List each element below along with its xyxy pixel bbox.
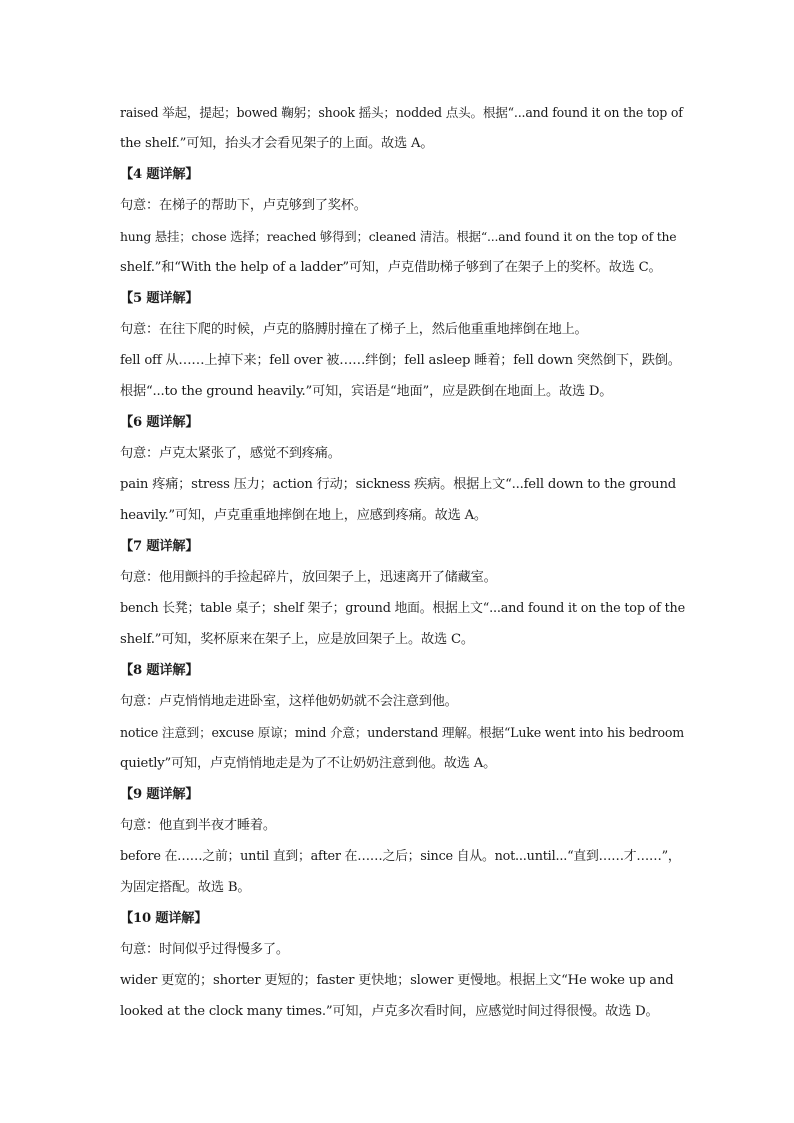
text-line: 为固定搭配。故选 B。 (120, 880, 251, 895)
text-line: quietly”可知，卢克悄悄地走是为了不让奶奶注意到他。故选 A。 (120, 756, 497, 771)
text-line: wider 更宽的；shorter 更短的；faster 更快地；slower 更慢地。根据上文“He woke up and (120, 973, 674, 988)
text-line: 句意：在梯子的帮助下，卢克够到了奖杯。 (120, 198, 367, 213)
section-heading: 【4 题详解】 (120, 167, 199, 182)
text-line: heavily.”可知，卢克重重地摔倒在地上，应感到疼痛。故选 A。 (120, 508, 487, 523)
text-line: before 在……之前；until 直到；after 在……之后；since 自从。not...until...“直到……才……”， (120, 849, 681, 864)
text-line: bench 长凳；table 桌子；shelf 架子；ground 地面。根据上文“...and found it on the top of the (120, 601, 685, 616)
text-line: looked at the clock many times.”可知，卢克多次看时间，应感觉时间过得很慢。故选 D。 (120, 1004, 659, 1019)
text-line: shelf.”可知，奖杯原来在架子上，应是放回架子上。故选 C。 (120, 632, 474, 647)
text-line: 句意：在往下爬的时候，卢克的胳膊肘撞在了梯子上，然后他重重地摔倒在地上。 (120, 322, 588, 337)
section-heading: 【6 题详解】 (120, 415, 199, 430)
text-line: raised 举起，提起；bowed 鞠躬；shook 摇头；nodded 点头。根据“...and found it on the top of (120, 105, 683, 120)
text-line: 句意：卢克悄悄地走进卧室，这样他奶奶就不会注意到他。 (120, 694, 458, 709)
text-line: notice 注意到；excuse 原谅；mind 介意；understand 理解。根据“Luke went into his bedroom (120, 725, 685, 740)
text-line: 根据“...to the ground heavily.”可知，宾语是“地面”，应是跌倒在地面上。故选 D。 (120, 384, 613, 399)
section-heading: 【5 题详解】 (120, 291, 199, 306)
text-line: 句意：时间似乎过得慢多了。 (120, 942, 289, 957)
text-line: the shelf.”可知，抬头才会看见架子的上面。故选 A。 (120, 136, 434, 151)
text-line: 句意：他用颤抖的手捡起碎片，放回架子上，迅速离开了储藏室。 (120, 570, 497, 585)
text-line: hung 悬挂；chose 选择；reached 够得到；cleaned 清洁。根据“...and found it on the top of the (120, 229, 677, 244)
text-line: fell off 从……上掉下来；fell over 被……绊倒；fell asleep 睡着；fell down 突然倒下，跌倒。 (120, 353, 681, 368)
text-line: pain 疼痛；stress 压力；action 行动；sickness 疾病。根据上文“...fell down to the ground (120, 477, 677, 492)
section-heading: 【10 题详解】 (120, 911, 208, 926)
section-heading: 【7 题详解】 (120, 539, 199, 554)
document-page (120, 97, 685, 1027)
text-line: 句意：卢克太紧张了，感觉不到疼痛。 (120, 446, 341, 461)
section-heading: 【8 题详解】 (120, 663, 199, 678)
text-line: shelf.”和“With the help of a ladder”可知，卢克借助梯子够到了在架子上的奖杯。故选 C。 (120, 260, 662, 275)
section-heading: 【9 题详解】 (120, 787, 199, 802)
text-line: 句意：他直到半夜才睡着。 (120, 818, 276, 833)
